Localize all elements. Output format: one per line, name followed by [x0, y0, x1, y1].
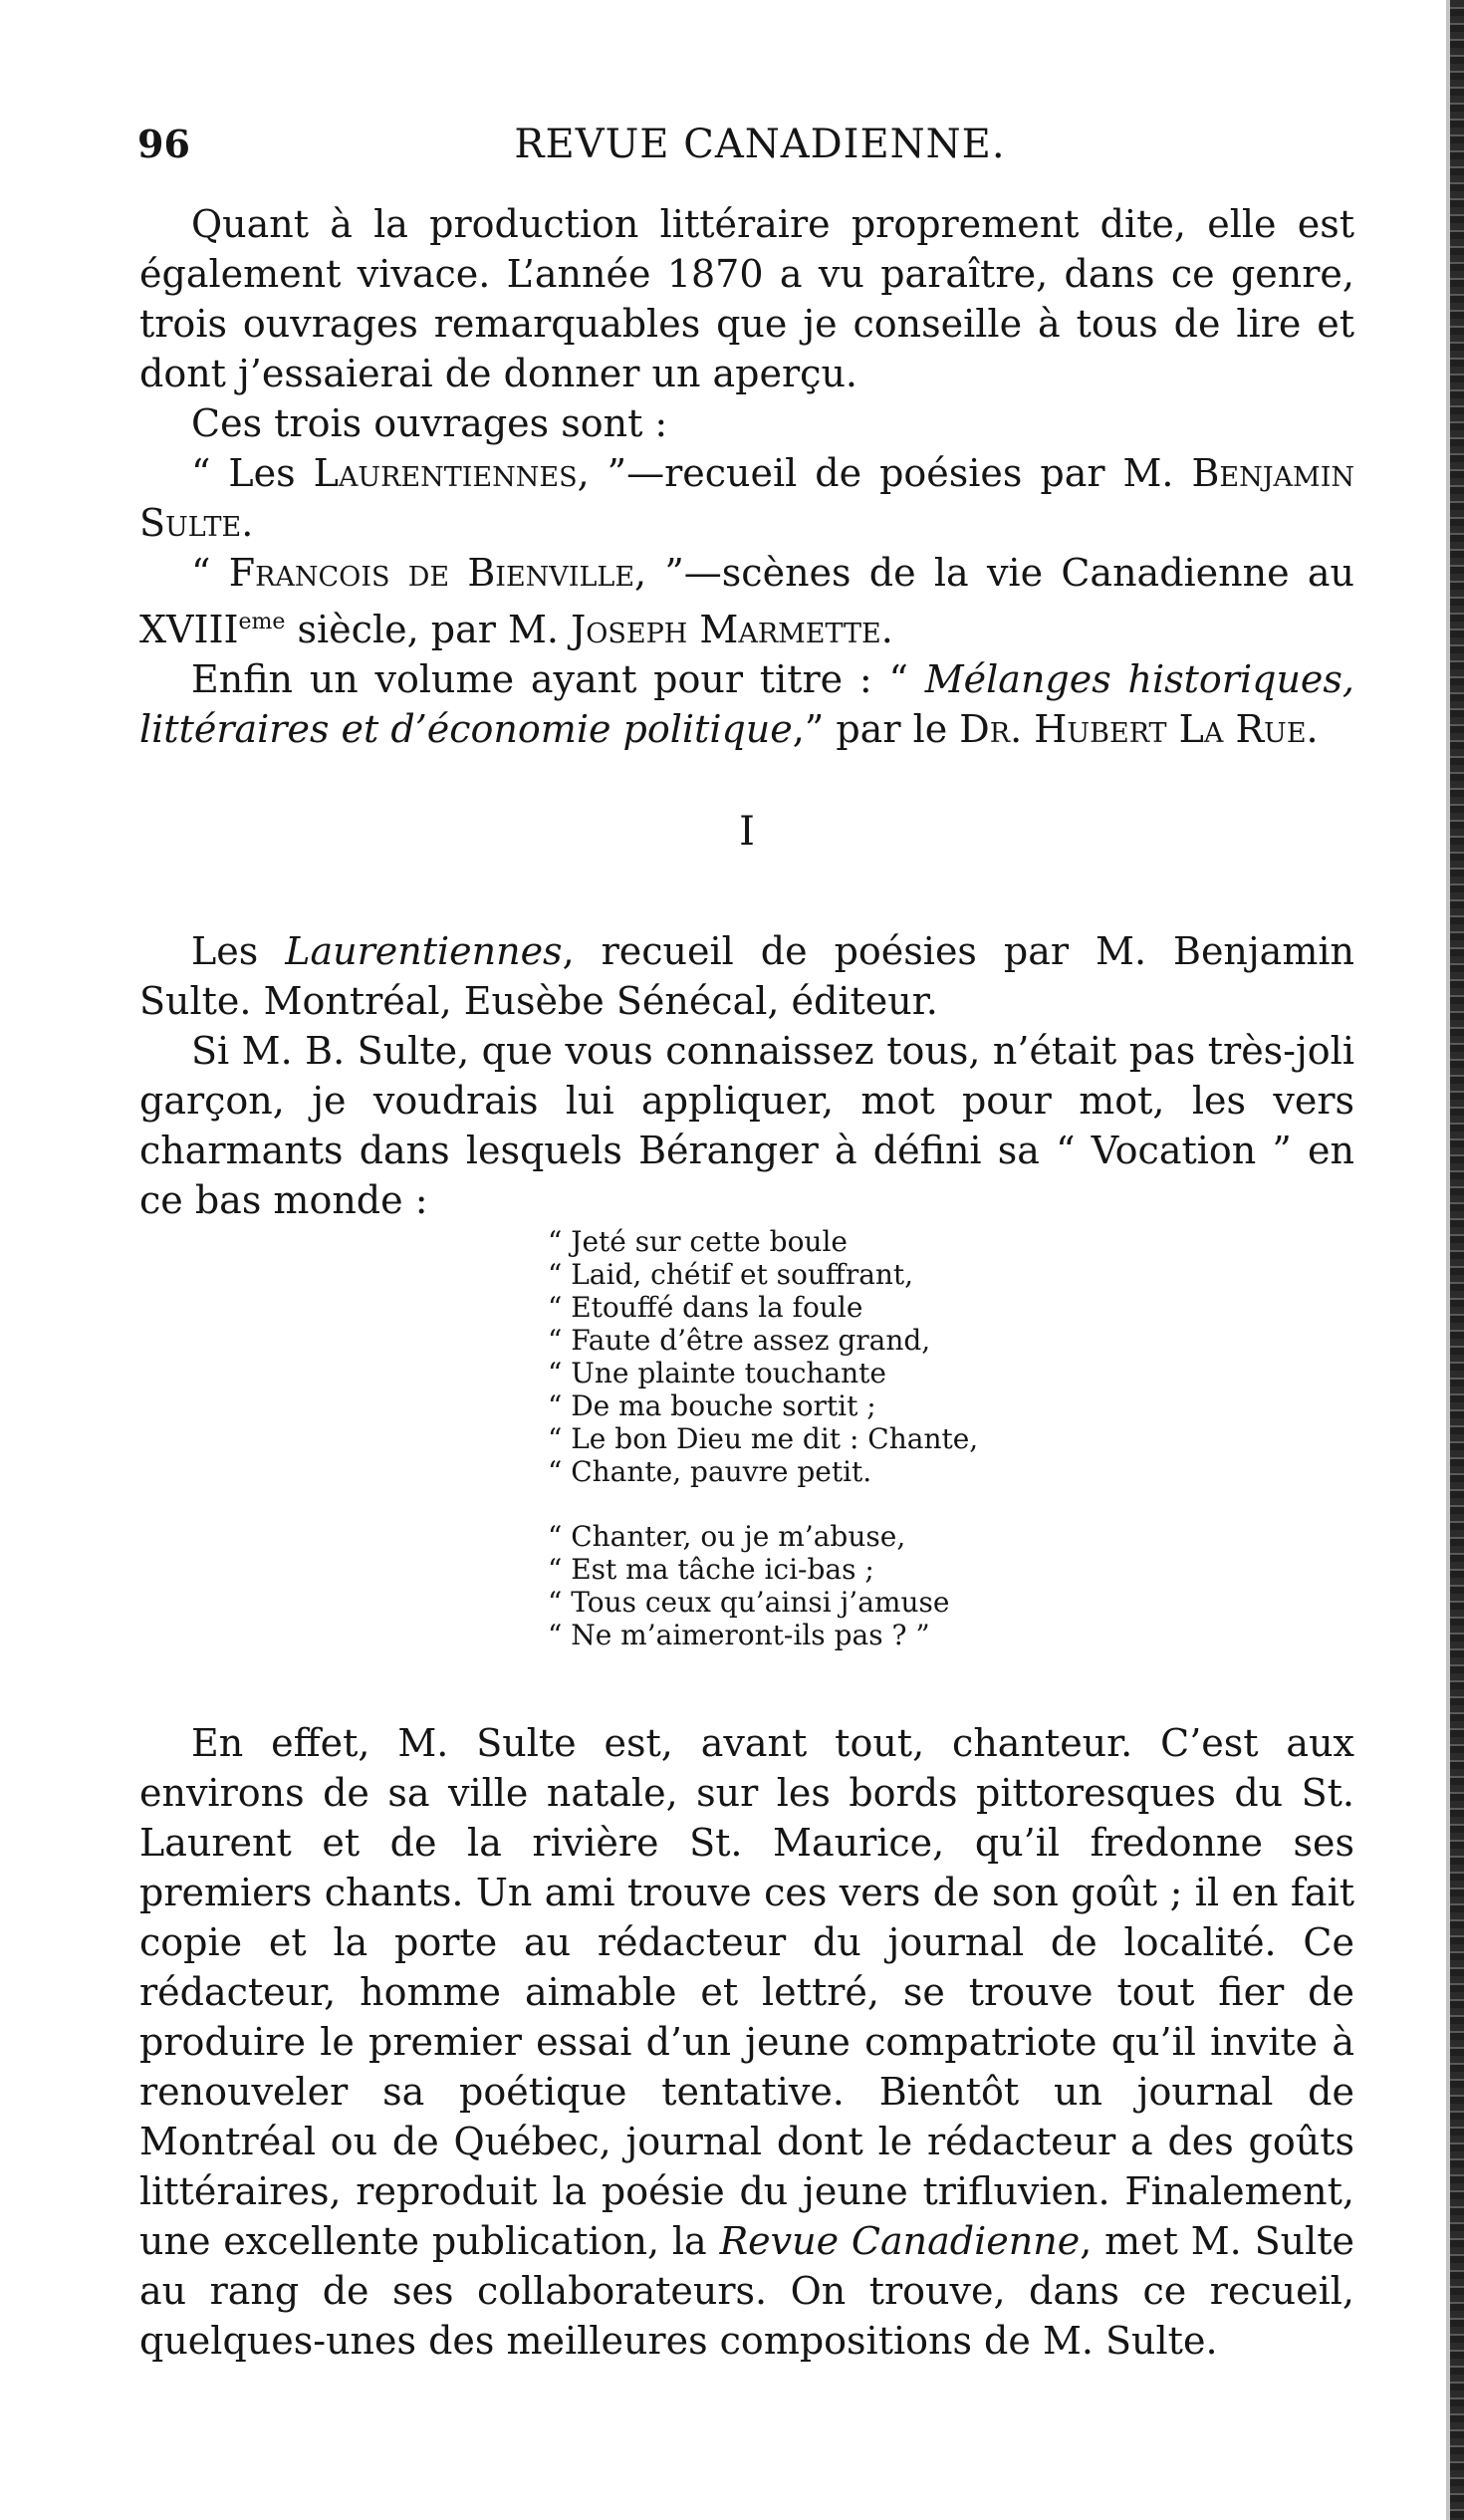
section-paragraph-1 — [139, 926, 1354, 1026]
poem-line: “ Chante, pauvre petit. — [548, 1455, 872, 1488]
page-number: 96 — [137, 122, 190, 166]
poem-line: “ Une plainte touchante — [548, 1357, 887, 1389]
intro-paragraph-2: Ces trois ouvrages sont : — [191, 401, 668, 445]
intro-paragraph-1: Quant à la production littéraire proprement dite, elle est également vivace. L’année 1870 a vu paraître, dans ce genre, trois ouvrages remarquables que je conseille à tous de lire et dont j’essaierai de donner un aperçu. — [139, 202, 1354, 395]
page-header — [137, 122, 1382, 181]
intro-paragraph-4 — [139, 548, 1354, 654]
poem-quotation — [548, 1225, 1145, 1683]
section-numeral: I — [739, 809, 755, 855]
poem-line: “ Ne m’aimeront-ils pas ? ” — [548, 1619, 930, 1651]
text-run: , ”—recueil de poésies par M. — [577, 451, 1192, 495]
author-name: Dr. Hubert La Rue — [959, 707, 1307, 751]
poem-line: “ Jeté sur cette boule — [548, 1225, 848, 1258]
text-run: “ — [191, 551, 229, 595]
book-title: Laurentiennes — [313, 451, 578, 495]
text-run: Enfin un volume ayant pour titre : “ — [191, 657, 925, 701]
superscript: eme — [238, 610, 286, 634]
text-run: “ Les — [191, 451, 314, 495]
closing-paragraph — [139, 1718, 1354, 2366]
book-title: Mélanges historiques, littéraires et d’économie politique — [139, 657, 1354, 751]
poem-stanza-1 — [548, 1225, 1145, 1488]
section-paragraph-2: Si M. B. Sulte, que vous connaissez tous, n’était pas très-joli garçon, je voudrais lui appliquer, mot pour mot, les vers charmants dans lesquels Béranger à défini sa “ Vocation ” en ce bas monde : — [139, 1029, 1354, 1222]
text-run: , recueil de poésies par M. Benjamin Sulte. Montréal, Eusèbe Sénécal, éditeur. — [139, 929, 1354, 1023]
text-run: ,” par le — [792, 707, 960, 751]
running-title: REVUE CANADIENNE. — [514, 122, 1006, 167]
intro-section — [139, 199, 1354, 754]
poem-line: “ Laid, chétif et souffrant, — [548, 1258, 914, 1291]
book-title: Laurentiennes — [285, 929, 563, 973]
scan-binding-edge — [1450, 0, 1464, 2520]
text-run: , met M. Sulte au rang de ses collaborateurs. On trouve, dans ce recueil, quelques-unes des meilleures compositions de M. Sulte. — [139, 2219, 1355, 2363]
intro-paragraph-3 — [139, 448, 1354, 548]
text-run: , ”—scènes de la vie Canadienne au XVIII — [139, 551, 1354, 651]
book-title: Francois de Bienville — [228, 551, 635, 595]
poem-line: “ Le bon Dieu me dit : Chante, — [548, 1422, 979, 1455]
poem-line: “ Chanter, ou je m’abuse, — [548, 1520, 906, 1553]
poem-line: “ Faute d’être assez grand, — [548, 1324, 931, 1357]
text-run: Les — [191, 929, 286, 973]
poem-line: “ Etouffé dans la foule — [548, 1291, 863, 1324]
text-run: En effet, M. Sulte est, avant tout, chanteur. C’est aux environs de sa ville natale, sur les bords pittoresques du St. Laurent et de la rivière St. Maurice, qu’il fredonne ses premiers chants. Un ami trouve ces vers de son goût ; il en fait copie et la porte au rédacteur du journal de localité. Ce rédacteur, homme aimable et lettré, se trouve tout fier de produire le premier essai d’un jeune compatriote qu’il invite à renouveler sa poétique tentative. Bientôt un journal de Montréal ou de Québec, journal dont le rédacteur a des goûts littéraires, reproduit la poésie du jeune trifluvien. Finalement, une excellente publication, la — [139, 1721, 1354, 2263]
intro-paragraph-5 — [139, 654, 1354, 754]
author-name: Joseph Marmette — [571, 608, 881, 651]
text-run: . — [1306, 707, 1319, 751]
text-run: . — [880, 608, 893, 651]
text-run: . — [241, 501, 254, 545]
section-body — [139, 926, 1354, 1225]
text-run: siècle, par M. — [285, 608, 572, 651]
journal-title: Revue Canadienne — [719, 2219, 1081, 2263]
poem-line: “ De ma bouche sortit ; — [548, 1389, 876, 1422]
closing-section — [139, 1718, 1354, 2366]
author-name: Benjamin Sulte — [139, 451, 1354, 545]
poem-line: “ Tous ceux qu’ainsi j’amuse — [548, 1586, 950, 1619]
poem-stanza-2 — [548, 1520, 1145, 1651]
poem-line: “ Est ma tâche ici-bas ; — [548, 1553, 874, 1586]
